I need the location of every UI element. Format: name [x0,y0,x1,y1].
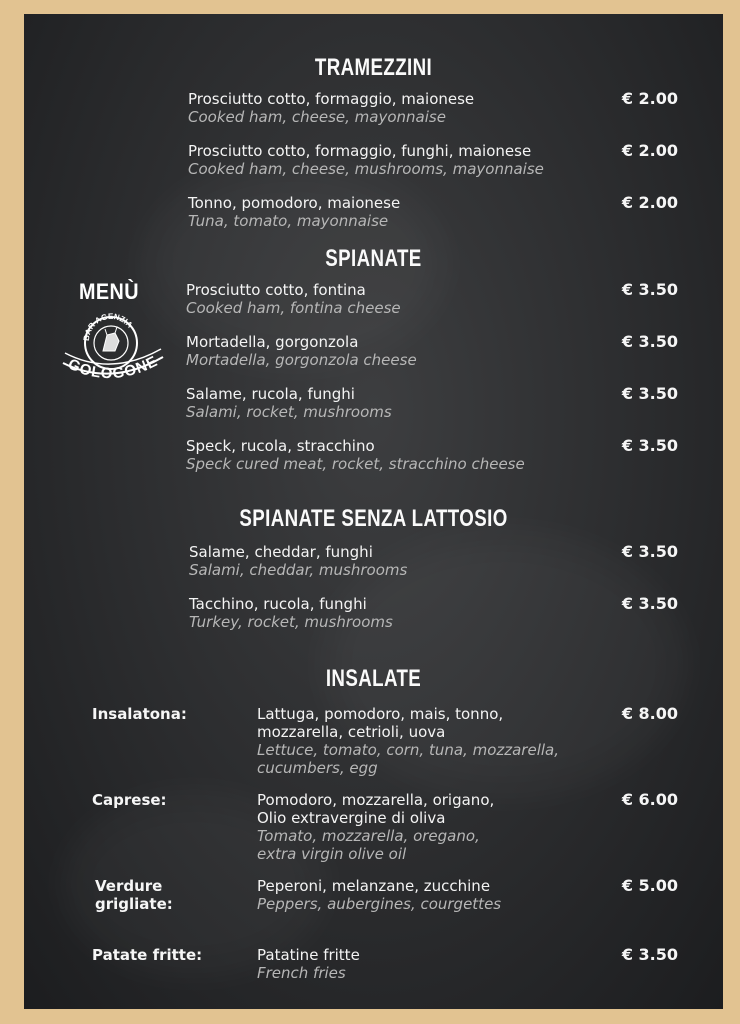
item-price: € 2.00 [621,141,678,160]
menu-item: Salame, cheddar, funghi Salami, cheddar, mushrooms [189,543,408,579]
section-title-senza-lattosio: SPIANATE SENZA LATTOSIO [239,505,508,532]
salad-label: Caprese: [92,791,167,809]
menu-item: Prosciutto cotto, formaggio, funghi, maionese Cooked ham, cheese, mushrooms, mayonnaise [188,142,544,178]
menu-item: Pomodoro, mozzarella, origano, Olio extravergine di oliva Tomato, mozzarella, oregano, extra virgin olive oil [257,791,495,863]
item-price: € 5.00 [621,876,678,895]
item-price: € 2.00 [621,89,678,108]
section-title-insalate: INSALATE [325,665,422,692]
menu-item: Lattuga, pomodoro, mais, tonno, mozzarella, cetrioli, uova Lettuce, tomato, corn, tuna, mozzarella, cucumbers, egg [257,705,559,777]
item-price: € 8.00 [621,704,678,723]
bar-logo [59,279,169,399]
logo-emblem-icon [59,305,169,395]
item-price: € 3.50 [621,436,678,455]
logo-title: MENÙ [78,279,140,304]
menu-item: Mortadella, gorgonzola Mortadella, gorgonzola cheese [186,333,417,369]
menu-item: Tacchino, rucola, funghi Turkey, rocket, mushrooms [189,595,393,631]
salad-label: Patate fritte: [92,946,203,964]
chalkboard [24,14,723,1009]
menu-item: Salame, rucola, funghi Salami, rocket, mushrooms [186,385,392,421]
item-price: € 3.50 [621,945,678,964]
section-title-spianate: SPIANATE [325,245,422,272]
item-price: € 2.00 [621,193,678,212]
menu-item: Prosciutto cotto, formaggio, maionese Cooked ham, cheese, mayonnaise [188,90,475,126]
item-price: € 3.50 [621,384,678,403]
item-price: € 3.50 [621,594,678,613]
menu-item: Prosciutto cotto, fontina Cooked ham, fontina cheese [186,281,401,317]
menu-item: Speck, rucola, stracchino Speck cured meat, rocket, stracchino cheese [186,437,525,473]
menu-item: Patatine fritte French fries [257,946,360,982]
menu-item: Peperoni, melanzane, zucchine Peppers, aubergines, courgettes [257,877,502,913]
item-price: € 6.00 [621,790,678,809]
menu-item: Tonno, pomodoro, maionese Tuna, tomato, mayonnaise [188,194,401,230]
section-title-tramezzini: TRAMEZZINI [314,54,433,81]
item-price: € 3.50 [621,332,678,351]
item-price: € 3.50 [621,280,678,299]
salad-label: Verdure grigliate: [95,877,173,913]
logo-arc-text: BAR AGENZIA [81,311,135,342]
item-price: € 3.50 [621,542,678,561]
logo-name: GOLOGONE [65,352,161,383]
salad-label: Insalatona: [92,705,187,723]
svg-text:GOLOGONE [65,353,161,383]
